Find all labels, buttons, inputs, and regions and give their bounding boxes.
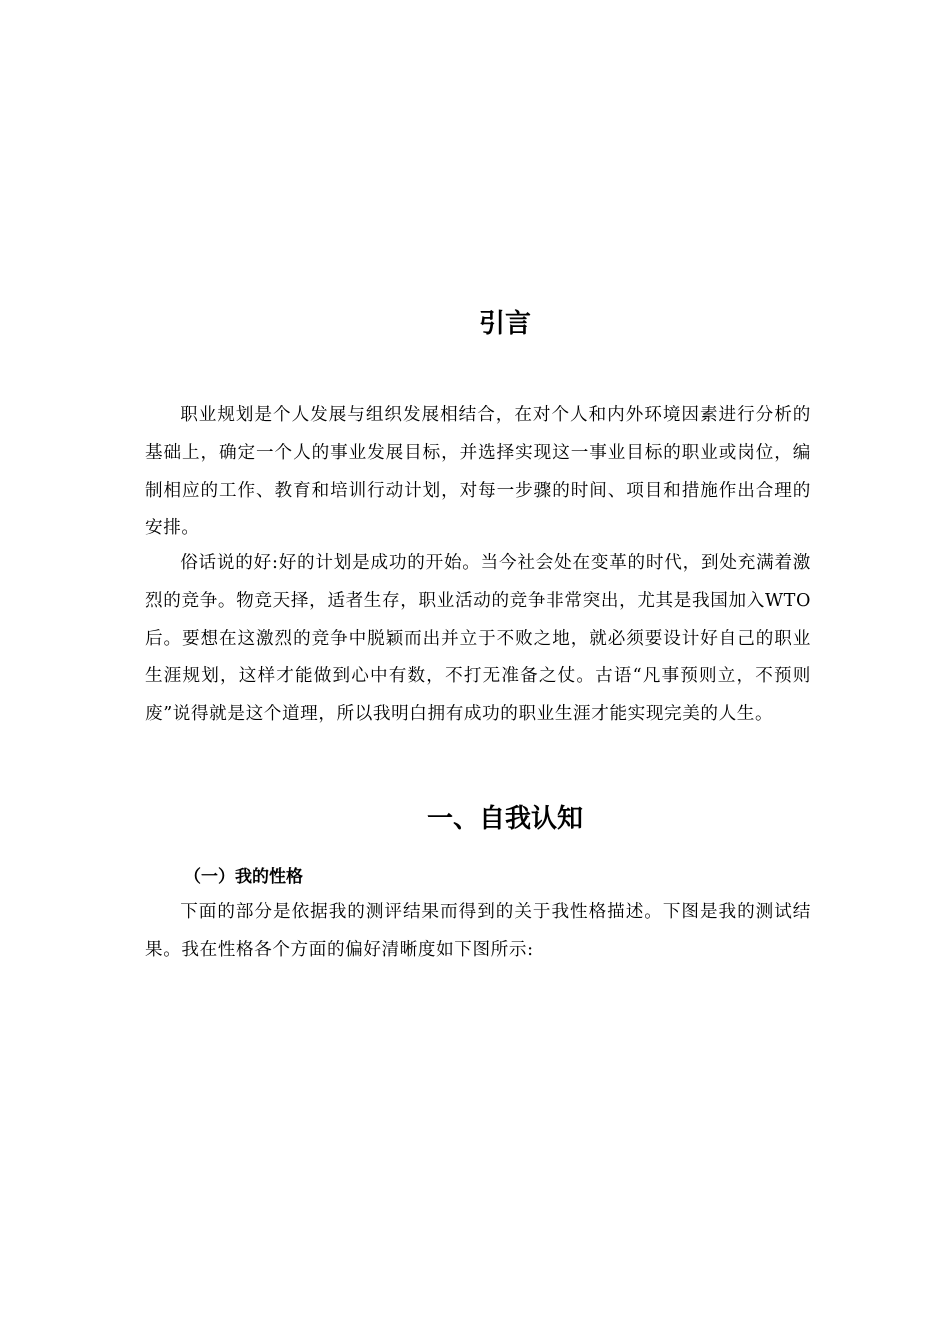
section-title-self-awareness: 一、自我认知 <box>426 804 583 834</box>
subsection-title-personality: （一）我的性格 <box>184 867 303 887</box>
personality-paragraph: 下面的部分是依据我的测评结果而得到的关于我性格描述。下图是我的测试结果。我在性格各个方面的偏好清晰度如下图所示: <box>145 902 811 960</box>
intro-paragraph-1: 职业规划是个人发展与组织发展相结合，在对个人和内外环境因素进行分析的基础上，确定一个人的事业发展目标，并选择实现这一事业目标的职业或岗位，编制相应的工作、教育和培训行动计划，对每一步骤的时间、项目和措施作出合理的安排。 <box>145 405 811 539</box>
intro-title: 引言 <box>478 309 531 339</box>
intro-paragraph-2: 俗话说的好:好的计划是成功的开始。当今社会处在变革的时代，到处充满着激烈的竞争。物竞天择，适者生存，职业活动的竞争非常突出，尤其是我国加入WTO后。要想在这激烈的竞争中脱颖而出并立于不败之地，就必须要设计好自己的职业生涯规划，这样才能做到心中有数，不打无准备之仗。古语“凡事预则立，不预则废”说得就是这个道理，所以我明白拥有成功的职业生涯才能实现完美的人生。 <box>145 553 811 725</box>
